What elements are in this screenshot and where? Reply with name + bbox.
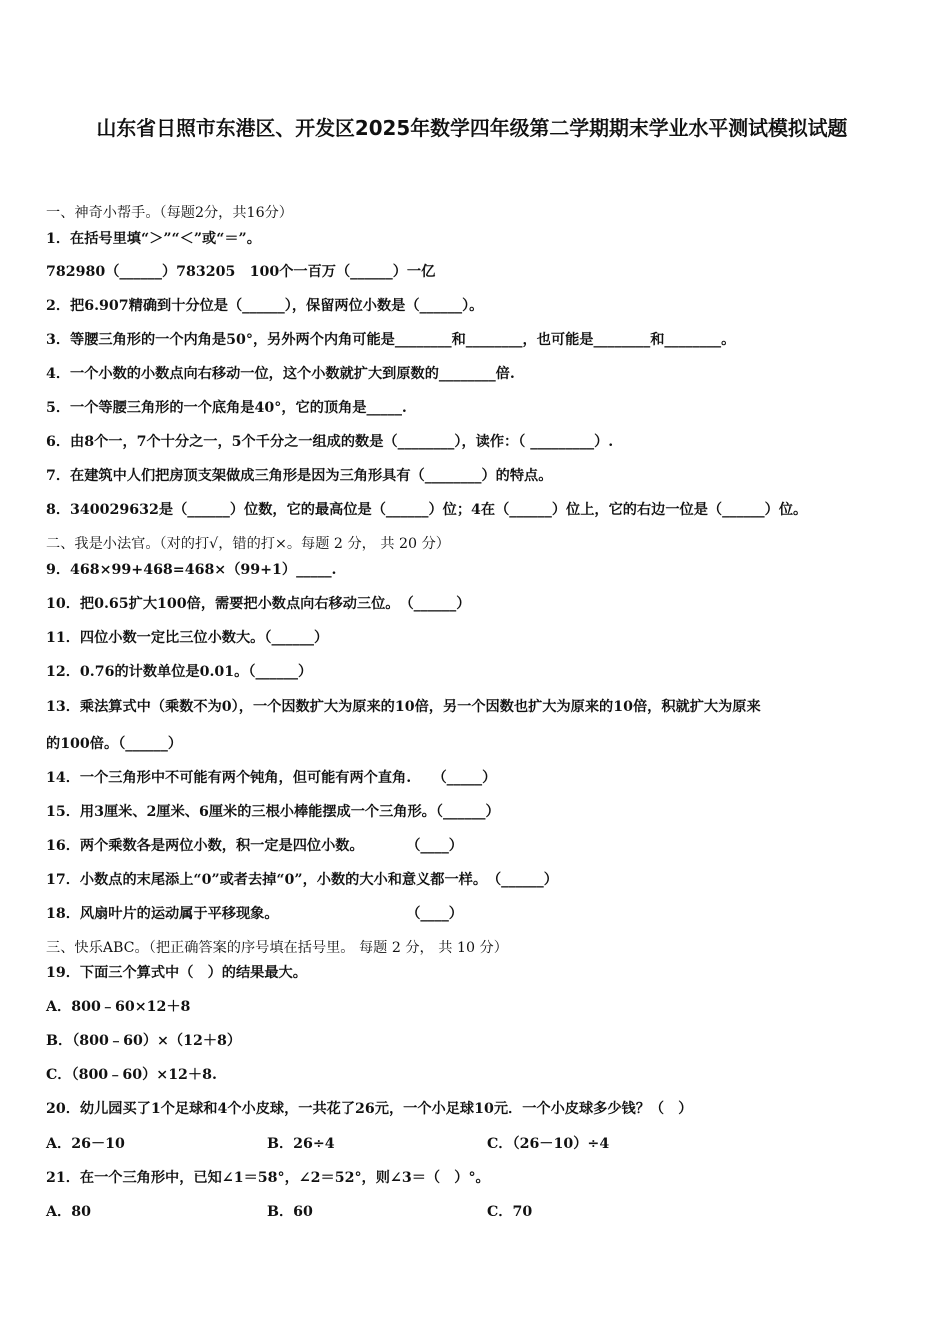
question-10: 10．把0.65扩大100倍，需要把小数点向右移动三位。 （______） [46, 596, 471, 612]
question-11: 11．四位小数一定比三位小数大。（______） [46, 630, 329, 646]
question-17: 17．小数点的末尾添上“0”或者去掉“0”，小数的大小和意义都一样。 （______） [46, 872, 558, 888]
question-7: 7．在建筑中人们把房顶支架做成三角形是因为三角形具有（________）的特点。 [46, 468, 553, 484]
option-19-a: A．800﹣60×12＋8 [46, 999, 191, 1015]
section-heading-1: 一、神奇小帮手。（每题2分，共16分） [46, 205, 293, 221]
question-1: 1．在括号里填“＞”“＜”或“＝”。 [46, 231, 261, 247]
question-18: 18．风扇叶片的运动属于平移现象。 （____） [46, 906, 463, 922]
option-21-c: C．70 [487, 1204, 533, 1220]
question-19: 19．下面三个算式中（ ）的结果最大。 [46, 965, 307, 981]
question-13: 13．乘法算式中（乘数不为0），一个因数扩大为原来的10倍，另一个因数也扩大为原来的10倍，积就扩大为原来 [46, 699, 761, 715]
question-13-cont: 的100倍。（______） [46, 736, 183, 752]
question-21: 21．在一个三角形中，已知∠1＝58°，∠2＝52°，则∠3＝（ ）°。 [46, 1170, 490, 1186]
option-21-b: B．60 [267, 1204, 313, 1220]
option-21-a: A．80 [46, 1204, 91, 1220]
section-heading-3: 三、快乐ABC。（把正确答案的序号填在括号里。 每题 2 分， 共 10 分） [46, 940, 508, 956]
question-15: 15．用3厘米、2厘米、6厘米的三根小棒能摆成一个三角形。（______） [46, 804, 500, 820]
option-19-b: B．（800﹣60）×（12＋8） [46, 1033, 242, 1049]
option-20-b: B．26÷4 [267, 1136, 335, 1152]
question-14: 14．一个三角形中不可能有两个钝角，但可能有两个直角. （_____） [46, 770, 497, 786]
question-5: 5．一个等腰三角形的一个底角是40°，它的顶角是_____. [46, 400, 407, 416]
page-title: 山东省日照市东港区、开发区2025年数学四年级第二学期期末学业水平测试模拟试题 [96, 116, 848, 140]
question-6: 6．由8个一，7个十分之一，5个千分之一组成的数是（________），读作：（ _________）. [46, 434, 614, 450]
section-heading-2: 二、我是小法官。（对的打√，错的打×。每题 2 分， 共 20 分） [46, 536, 450, 552]
question-3: 3．等腰三角形的一个内角是50°，另外两个内角可能是________和________，也可能是________和________。 [46, 332, 736, 348]
option-20-c: C．（26－10）÷4 [487, 1136, 610, 1152]
question-8: 8．340029632是（______）位数，它的最高位是（______）位；4在（______）位上，它的右边一位是（______）位。 [46, 502, 808, 518]
question-1-items: 782980（______）783205 100个一百万（______）一亿 [46, 264, 436, 280]
question-4: 4．一个小数的小数点向右移动一位，这个小数就扩大到原数的________倍. [46, 366, 515, 382]
question-9: 9．468×99+468=468×（99+1）_____. [46, 562, 337, 578]
option-19-c: C．（800﹣60）×12＋8. [46, 1067, 217, 1083]
question-16: 16．两个乘数各是两位小数，积一定是四位小数。 （____） [46, 838, 463, 854]
option-20-a: A．26－10 [46, 1136, 125, 1152]
question-12: 12．0.76的计数单位是0.01。（______） [46, 664, 313, 680]
question-20: 20．幼儿园买了1个足球和4个小皮球，一共花了26元，一个小足球10元．一个小皮球多少钱？（ ） [46, 1101, 693, 1117]
question-2: 2．把6.907精确到十分位是（______），保留两位小数是（______）。 [46, 298, 484, 314]
